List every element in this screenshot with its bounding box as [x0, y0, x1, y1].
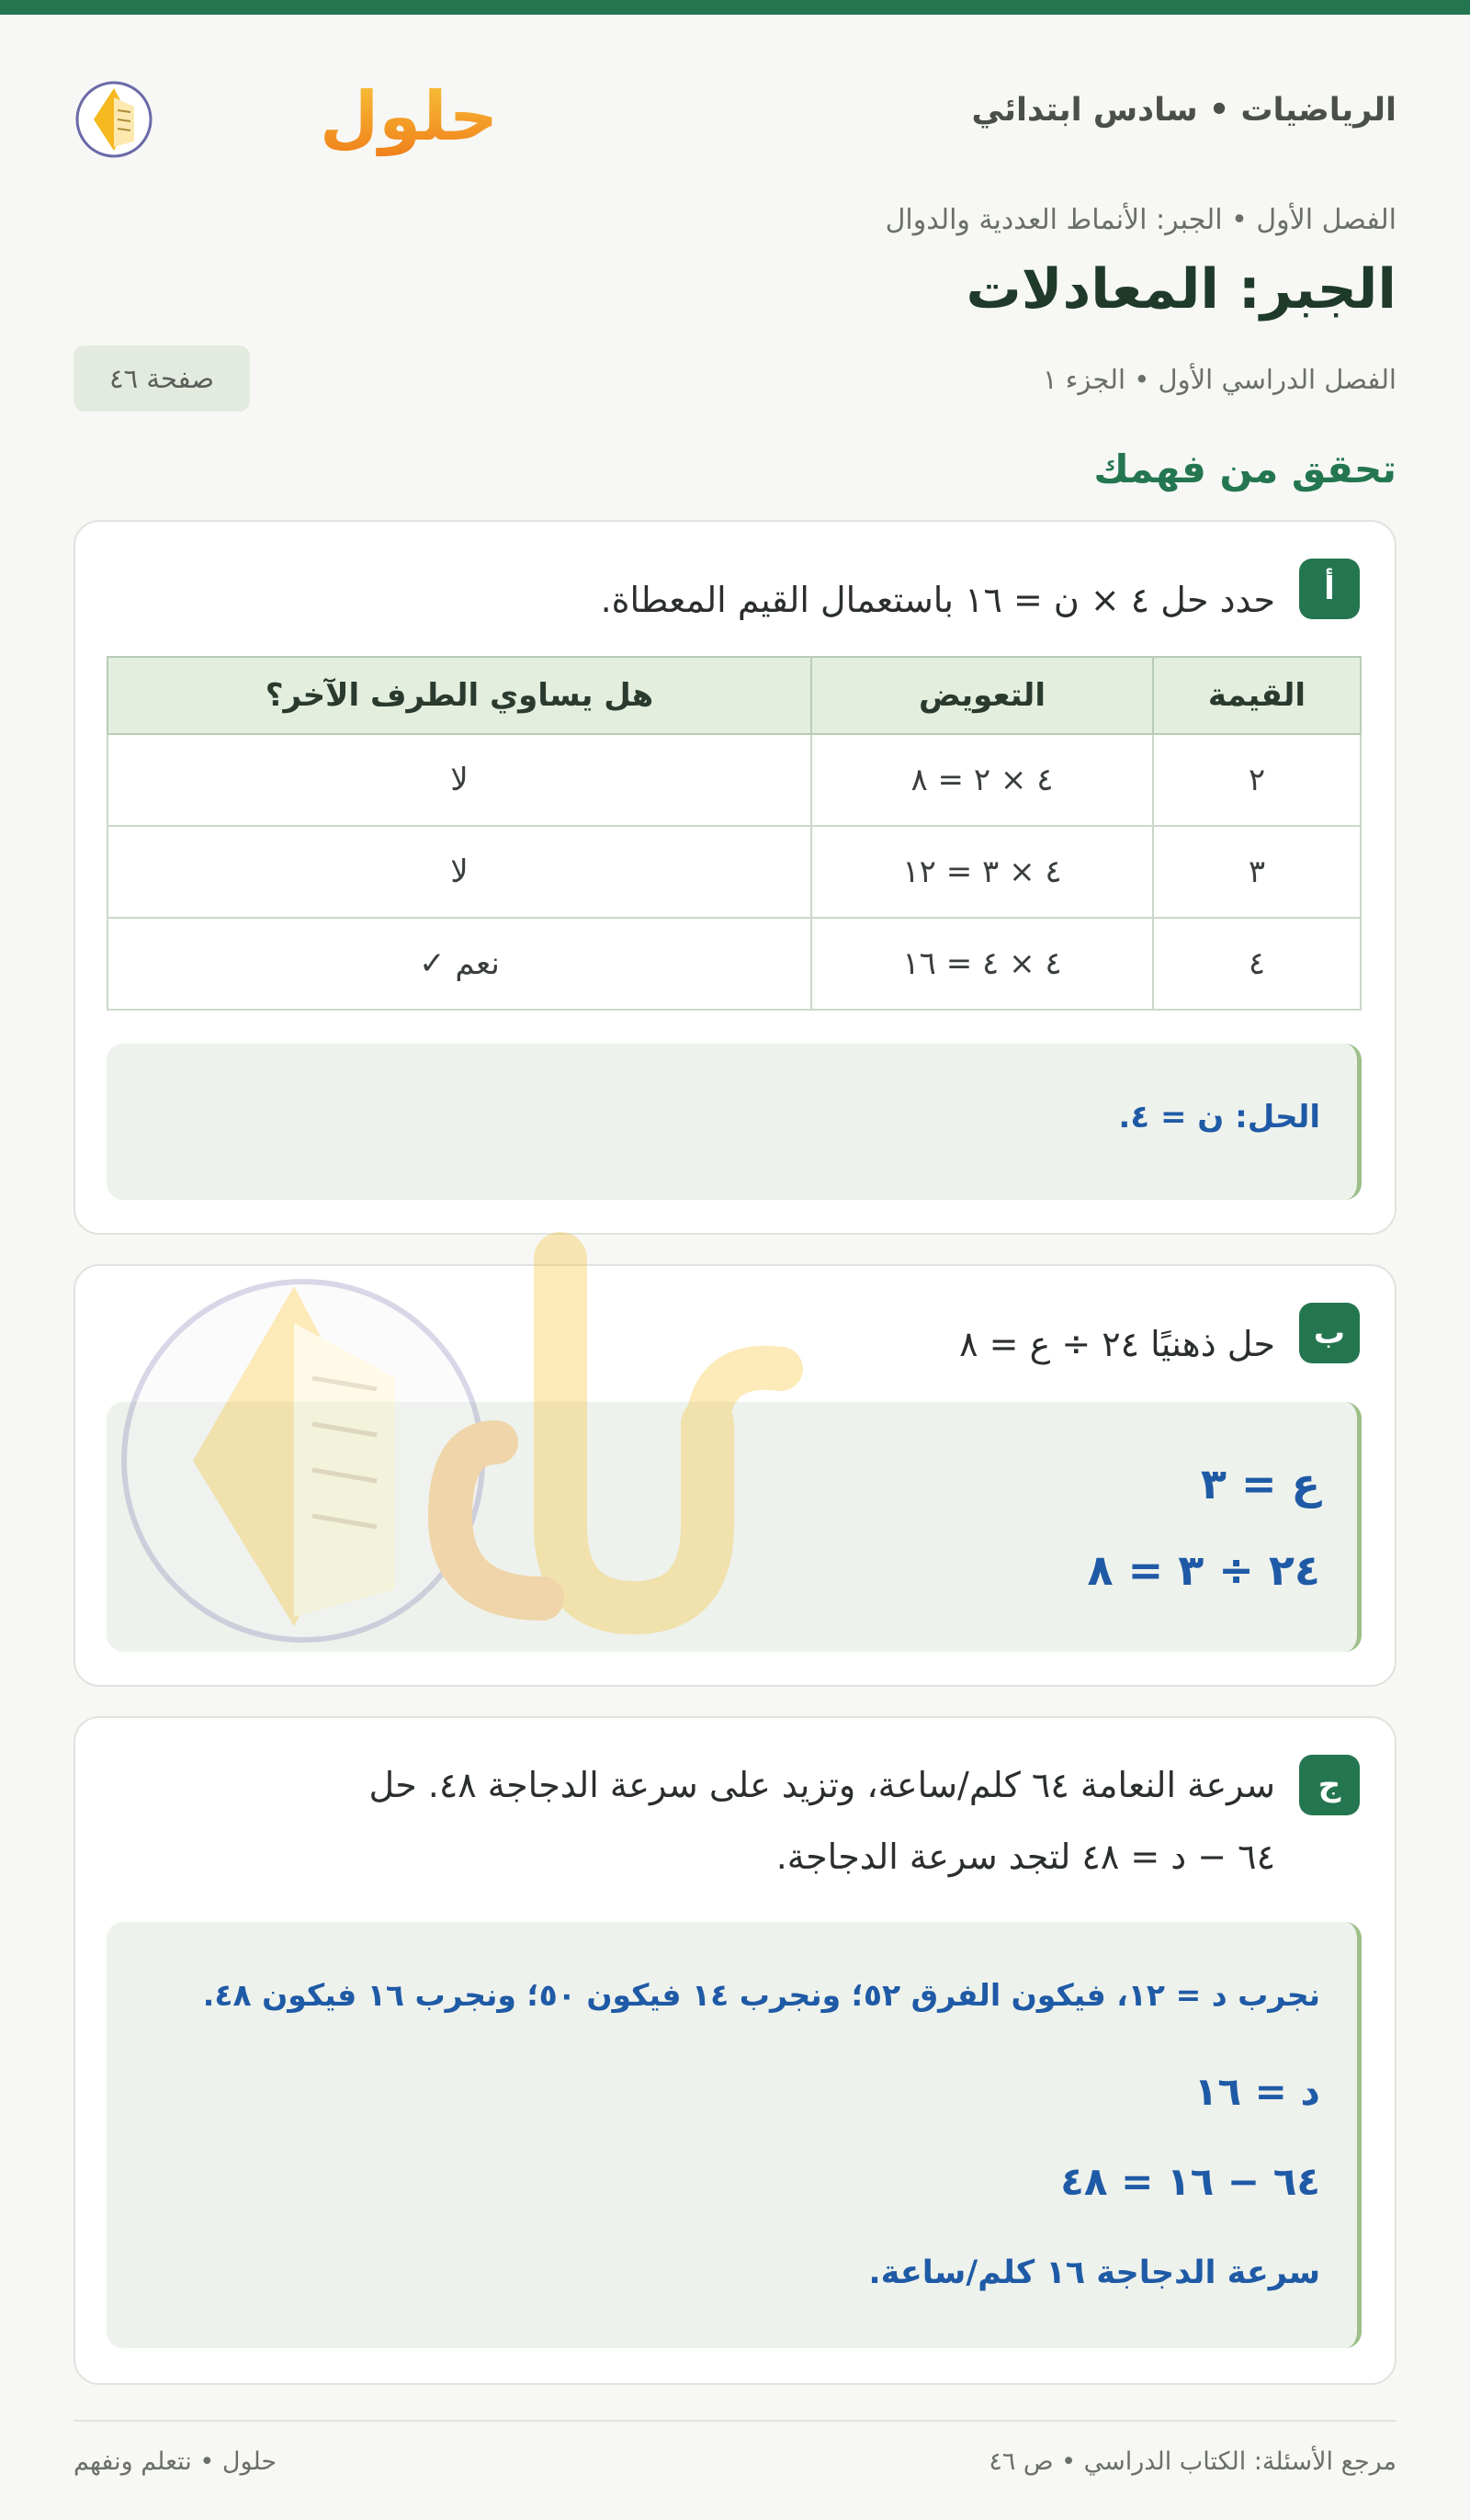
semester-label: الفصل الدراسي الأول • الجزء ١ — [1042, 364, 1396, 395]
question-text-line-2: ٦٤ − د = ٤٨ لتجد سرعة الدجاجة. — [775, 1836, 1275, 1877]
question-label-a: أ — [1299, 559, 1360, 619]
table-cell: لا — [107, 826, 811, 918]
table-cell: نعم ✓ — [107, 918, 811, 1010]
table-cell: ٤ × ٣ = ١٢ — [811, 826, 1153, 918]
subject-title: الرياضيات • سادس ابتدائي — [971, 92, 1396, 129]
svg-text:حلول: حلول — [320, 77, 499, 156]
footer-reference: مرجع الأسئلة: الكتاب الدراسي • ص ٤٦ — [989, 2447, 1396, 2476]
answer-line-2: د = ١٦ — [1193, 2069, 1320, 2114]
question-text-line-1: سرعة النعامة ٦٤ كلم/ساعة، وتزيد على سرعة الدجاجة ٤٨. حل — [368, 1765, 1275, 1805]
table-cell: لا — [107, 734, 811, 826]
hulul-logo[interactable] — [74, 66, 499, 167]
question-text-a: حدد حل ٤ × ن = ١٦ باستعمال القيم المعطاة. — [600, 580, 1275, 620]
column-header-value: القيمة — [1153, 657, 1361, 734]
breadcrumb[interactable]: الفصل الأول • الجبر: الأنماط العددية والدوال — [885, 204, 1396, 236]
question-label-c: ج — [1299, 1755, 1360, 1815]
answer-line-1: ع = ٣ — [1200, 1459, 1320, 1509]
answer-box-b — [107, 1402, 1362, 1652]
column-header-substitution: التعويض — [811, 657, 1153, 734]
page-number-badge: صفحة ٤٦ — [74, 345, 250, 412]
answer-line-4: سرعة الدجاجة ١٦ كلم/ساعة. — [868, 2254, 1320, 2291]
answer-line-1: نجرب د = ١٢، فيكون الفرق ٥٢؛ ونجرب ١٤ فيكون ٥٠؛ ونجرب ١٦ فيكون ٤٨. — [202, 1977, 1320, 2013]
column-header-equal: هل يساوي الطرف الآخر؟ — [107, 657, 811, 734]
footer-brand[interactable]: حلول • نتعلم ونفهم — [74, 2447, 277, 2476]
question-label-b: ب — [1299, 1303, 1360, 1363]
question-text-c — [209, 1749, 1275, 1893]
answer-box-c — [107, 1922, 1362, 2348]
footer-divider — [74, 2420, 1396, 2422]
answer-line-3: ٦٤ − ١٦ = ٤٨ — [1060, 2159, 1320, 2204]
table-header-row — [107, 657, 1361, 734]
table-row — [107, 918, 1361, 1010]
answer-line-2: ٢٤ ÷ ٣ = ٨ — [1087, 1545, 1320, 1595]
section-title: تحقق من فهمك — [1093, 446, 1396, 492]
question-card-b — [74, 1264, 1396, 1687]
question-card-a — [74, 520, 1396, 1235]
substitution-table — [107, 656, 1362, 1011]
table-cell: ٤ × ٤ = ١٦ — [811, 918, 1153, 1010]
table-cell: ٤ × ٢ = ٨ — [811, 734, 1153, 826]
question-text-b: حل ذهنيًا ٢٤ ÷ ع = ٨ — [959, 1324, 1275, 1364]
table-cell: ٢ — [1153, 734, 1361, 826]
table-row — [107, 826, 1361, 918]
table-cell: ٣ — [1153, 826, 1361, 918]
table-row — [107, 734, 1361, 826]
question-card-c — [74, 1716, 1396, 2385]
answer-box-a — [107, 1044, 1362, 1200]
header — [74, 66, 1396, 167]
answer-text-a: الحل: ن = ٤. — [1118, 1099, 1320, 1136]
table-cell: ٤ — [1153, 918, 1361, 1010]
page-title: الجبر: المعادلات — [966, 257, 1396, 322]
top-accent-bar — [0, 0, 1470, 15]
